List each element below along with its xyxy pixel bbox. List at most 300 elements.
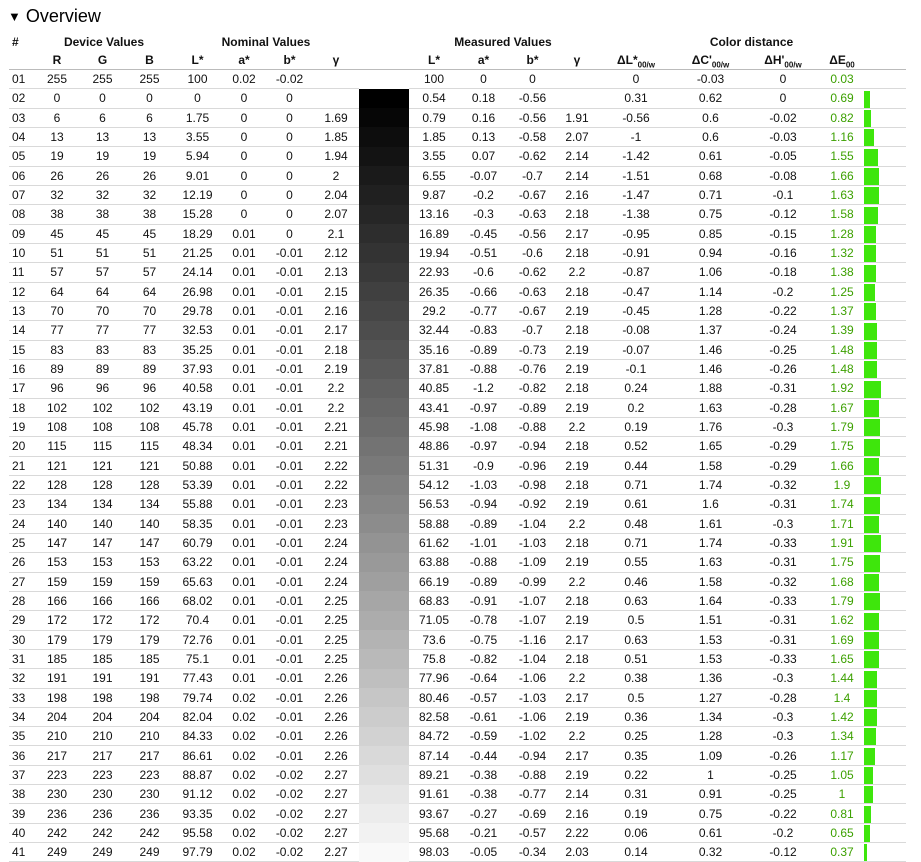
delta-h: -0.18 [746,263,820,282]
measured-l: 29.2 [409,301,459,320]
table-row [9,533,906,552]
delta-e-bar-fill [864,323,877,340]
table-row [9,301,906,320]
nominal-gamma: 2.12 [313,243,359,262]
delta-h: -0.31 [746,495,820,514]
device-r: 166 [35,591,79,610]
device-g: 185 [79,649,126,668]
delta-l: 0.44 [597,456,675,475]
delta-e-bar [864,475,906,494]
delta-e-bar [864,553,906,572]
measured-l: 91.61 [409,785,459,804]
device-r: 64 [35,282,79,301]
gray-swatch [359,147,409,166]
delta-l: -0.47 [597,282,675,301]
measured-b: -0.7 [508,321,557,340]
delta-e: 1.4 [820,688,864,707]
delta-e-bar [864,707,906,726]
nominal-gamma: 2.25 [313,611,359,630]
delta-l: -0.07 [597,340,675,359]
delta-l: 0.71 [597,475,675,494]
device-g: 179 [79,630,126,649]
delta-e-bar [864,591,906,610]
measured-b: -1.07 [508,611,557,630]
delta-e: 1.63 [820,185,864,204]
delta-l: 0.63 [597,630,675,649]
device-r: 223 [35,765,79,784]
delta-h: -0.3 [746,669,820,688]
device-g: 0 [79,89,126,108]
delta-c: 1.53 [675,649,746,668]
row-index: 04 [9,127,35,146]
measured-a: 0.13 [459,127,508,146]
delta-e-bar-fill [864,748,875,765]
measured-b: -0.67 [508,301,557,320]
delta-c: 1.14 [675,282,746,301]
nominal-b: -0.02 [266,823,313,842]
delta-e-bar-fill [864,651,879,668]
delta-e-bar-fill [864,574,879,591]
measured-l: 16.89 [409,224,459,243]
nominal-gamma: 2.26 [313,669,359,688]
row-index: 31 [9,649,35,668]
measured-b: -0.82 [508,379,557,398]
row-index: 37 [9,765,35,784]
device-b: 108 [126,417,173,436]
row-index: 34 [9,707,35,726]
measured-a: 0.18 [459,89,508,108]
delta-e-bar [864,243,906,262]
nominal-b: -0.01 [266,437,313,456]
nominal-l: 40.58 [173,379,222,398]
delta-c: 1.64 [675,591,746,610]
delta-e: 1.58 [820,205,864,224]
measured-a: -1.03 [459,475,508,494]
measured-gamma: 2.22 [557,823,597,842]
measured-gamma: 2.17 [557,688,597,707]
gray-swatch [359,514,409,533]
delta-l: 0.48 [597,514,675,533]
col-b: B [126,51,173,70]
nominal-a: 0 [222,147,266,166]
delta-l: 0.36 [597,707,675,726]
delta-l: -1.51 [597,166,675,185]
delta-e: 1.71 [820,514,864,533]
measured-b: -0.63 [508,205,557,224]
delta-e-bar [864,843,906,862]
col-nominal-b: b* [266,51,313,70]
delta-c: 1.27 [675,688,746,707]
table-row [9,553,906,572]
gray-swatch [359,379,409,398]
gray-swatch [359,475,409,494]
delta-h: -0.26 [746,746,820,765]
grayscale-results-table [9,34,906,862]
nominal-b: -0.01 [266,533,313,552]
measured-b: -1.07 [508,591,557,610]
gray-swatch [359,127,409,146]
measured-b: -0.58 [508,127,557,146]
delta-e-bar-fill [864,207,878,224]
measured-gamma: 2.19 [557,301,597,320]
device-g: 128 [79,475,126,494]
device-b: 166 [126,591,173,610]
measured-l: 32.44 [409,321,459,340]
measured-a: -0.2 [459,185,508,204]
nominal-a: 0.02 [222,746,266,765]
gray-swatch [359,765,409,784]
device-r: 185 [35,649,79,668]
nominal-b: -0.01 [266,340,313,359]
delta-l: 0.2 [597,398,675,417]
table-row [9,205,906,224]
delta-c: 1 [675,765,746,784]
row-index: 14 [9,321,35,340]
device-b: 223 [126,765,173,784]
nominal-l: 32.53 [173,321,222,340]
delta-e: 1.66 [820,166,864,185]
measured-b: -0.69 [508,804,557,823]
nominal-gamma [313,89,359,108]
device-b: 45 [126,224,173,243]
delta-e: 1.34 [820,727,864,746]
measured-l: 82.58 [409,707,459,726]
nominal-gamma: 2.24 [313,553,359,572]
gray-swatch [359,611,409,630]
delta-e-bar [864,688,906,707]
gray-swatch [359,495,409,514]
measured-gamma: 2.19 [557,765,597,784]
gray-swatch [359,727,409,746]
nominal-a: 0 [222,166,266,185]
device-g: 6 [79,108,126,127]
nominal-gamma: 2.04 [313,185,359,204]
measured-gamma: 2.19 [557,611,597,630]
nominal-a: 0.01 [222,263,266,282]
device-r: 236 [35,804,79,823]
row-index: 30 [9,630,35,649]
device-g: 102 [79,398,126,417]
measured-b: -0.96 [508,456,557,475]
device-g: 172 [79,611,126,630]
nominal-l: 93.35 [173,804,222,823]
delta-c: 0.32 [675,843,746,862]
nominal-l: 97.79 [173,843,222,862]
gray-swatch [359,166,409,185]
device-g: 51 [79,243,126,262]
measured-b: -0.62 [508,263,557,282]
delta-l: 0.38 [597,669,675,688]
nominal-b: -0.01 [266,611,313,630]
measured-b: -0.6 [508,243,557,262]
delta-h: 0 [746,89,820,108]
delta-e: 0.03 [820,70,864,89]
measured-l: 58.88 [409,514,459,533]
device-b: 64 [126,282,173,301]
measured-l: 26.35 [409,282,459,301]
col-g: G [79,51,126,70]
nominal-b: -0.01 [266,591,313,610]
delta-e-bar [864,765,906,784]
measured-a: -0.45 [459,224,508,243]
measured-a: -0.05 [459,843,508,862]
measured-l: 22.93 [409,263,459,282]
nominal-a: 0.01 [222,359,266,378]
delta-e-bar [864,630,906,649]
measured-l: 9.87 [409,185,459,204]
delta-l: 0.22 [597,765,675,784]
device-g: 108 [79,417,126,436]
table-row [9,591,906,610]
row-index: 36 [9,746,35,765]
table-row [9,514,906,533]
delta-c: 0.91 [675,785,746,804]
delta-h: -0.3 [746,727,820,746]
nominal-l: 37.93 [173,359,222,378]
nominal-l: 79.74 [173,688,222,707]
measured-a: -0.21 [459,823,508,842]
color-distance-header: Color distance [709,35,794,49]
device-g: 153 [79,553,126,572]
nominal-l: 26.98 [173,282,222,301]
nominal-gamma: 2.22 [313,456,359,475]
nominal-gamma: 2.27 [313,765,359,784]
nominal-gamma: 2.18 [313,340,359,359]
nominal-gamma: 2.25 [313,649,359,668]
delta-e-bar-fill [864,149,878,166]
delta-c: 1.58 [675,572,746,591]
delta-l: -1.42 [597,147,675,166]
measured-b: -0.99 [508,572,557,591]
measured-a: -0.9 [459,456,508,475]
nominal-a: 0.01 [222,301,266,320]
delta-l: 0.25 [597,727,675,746]
measured-l: 100 [409,70,459,89]
delta-h: -0.31 [746,553,820,572]
gray-swatch [359,205,409,224]
device-b: 249 [126,843,173,862]
measured-b: -0.92 [508,495,557,514]
row-index: 40 [9,823,35,842]
delta-e-bar [864,205,906,224]
delta-e: 1.79 [820,417,864,436]
row-index: 22 [9,475,35,494]
nominal-b: 0 [266,166,313,185]
nominal-b: 0 [266,89,313,108]
table-row [9,224,906,243]
col-measured-gamma: γ [557,51,597,70]
measured-gamma: 2.19 [557,553,597,572]
device-r: 83 [35,340,79,359]
nominal-gamma: 2.2 [313,379,359,398]
nominal-b: -0.02 [266,804,313,823]
measured-b: -0.7 [508,166,557,185]
nominal-l: 53.39 [173,475,222,494]
nominal-a: 0.01 [222,475,266,494]
delta-e: 1.79 [820,591,864,610]
gray-swatch [359,282,409,301]
measured-l: 98.03 [409,843,459,862]
nominal-b: 0 [266,205,313,224]
device-b: 140 [126,514,173,533]
nominal-b: -0.01 [266,456,313,475]
nominal-a: 0.02 [222,785,266,804]
nominal-gamma: 2.1 [313,224,359,243]
measured-l: 73.6 [409,630,459,649]
delta-c: 0.61 [675,823,746,842]
measured-b: -0.89 [508,398,557,417]
nominal-l: 1.75 [173,108,222,127]
measured-gamma: 2.18 [557,533,597,552]
delta-h: -0.16 [746,243,820,262]
measured-b: -0.94 [508,746,557,765]
gray-swatch [359,591,409,610]
delta-e-bar [864,70,906,89]
nominal-gamma: 1.94 [313,147,359,166]
nominal-gamma: 2.26 [313,688,359,707]
nominal-a: 0.02 [222,823,266,842]
measured-a: -0.91 [459,591,508,610]
nominal-gamma: 2.27 [313,823,359,842]
delta-l: -0.1 [597,359,675,378]
measured-l: 37.81 [409,359,459,378]
delta-e-bar [864,456,906,475]
delta-h: -0.29 [746,437,820,456]
delta-h: -0.33 [746,591,820,610]
nominal-l: 75.1 [173,649,222,668]
measured-b: -0.77 [508,785,557,804]
device-r: 102 [35,398,79,417]
delta-c: 0.85 [675,224,746,243]
table-row [9,475,906,494]
delta-h: -0.25 [746,765,820,784]
measured-gamma: 2.19 [557,456,597,475]
delta-l: -0.56 [597,108,675,127]
col-delta-e: $\Delta E_{00}$ [820,51,864,70]
measured-gamma: 2.18 [557,243,597,262]
table-row [9,572,906,591]
nominal-l: 18.29 [173,224,222,243]
nominal-l: 65.63 [173,572,222,591]
row-index: 16 [9,359,35,378]
nominal-b: 0 [266,147,313,166]
device-b: 19 [126,147,173,166]
delta-e-bar [864,282,906,301]
gray-swatch [359,456,409,475]
measured-l: 89.21 [409,765,459,784]
delta-h: -0.1 [746,185,820,204]
measured-l: 40.85 [409,379,459,398]
device-g: 159 [79,572,126,591]
row-index: 09 [9,224,35,243]
col-r: R [35,51,79,70]
row-index: 19 [9,417,35,436]
measured-b: -1.03 [508,533,557,552]
device-r: 172 [35,611,79,630]
measured-a: -0.78 [459,611,508,630]
delta-l: 0.71 [597,533,675,552]
delta-h: -0.3 [746,417,820,436]
overview-section-toggle[interactable] [8,4,101,28]
row-index: 32 [9,669,35,688]
delta-e: 1.28 [820,224,864,243]
delta-l: 0.14 [597,843,675,862]
nominal-l: 55.88 [173,495,222,514]
measured-a: -0.27 [459,804,508,823]
collapse-triangle-icon[interactable]: ▼ [8,8,21,24]
table-row [9,166,906,185]
delta-h: -0.22 [746,804,820,823]
nominal-b: -0.01 [266,553,313,572]
nominal-a: 0.01 [222,669,266,688]
measured-gamma: 2.18 [557,379,597,398]
delta-h: -0.33 [746,533,820,552]
device-b: 159 [126,572,173,591]
device-r: 108 [35,417,79,436]
device-r: 210 [35,727,79,746]
nominal-l: 45.78 [173,417,222,436]
nominal-b: -0.01 [266,746,313,765]
device-g: 77 [79,321,126,340]
delta-l: 0.51 [597,649,675,668]
delta-e: 1.91 [820,533,864,552]
device-b: 38 [126,205,173,224]
measured-gamma: 2.07 [557,127,597,146]
delta-l: 0.31 [597,89,675,108]
measured-l: 51.31 [409,456,459,475]
nominal-a: 0.01 [222,591,266,610]
nominal-b: -0.01 [266,727,313,746]
measured-gamma: 2.03 [557,843,597,862]
device-b: 172 [126,611,173,630]
measured-a: -0.82 [459,649,508,668]
nominal-b: -0.01 [266,398,313,417]
nominal-l: 84.33 [173,727,222,746]
nominal-l: 15.28 [173,205,222,224]
delta-c: 1.76 [675,417,746,436]
nominal-gamma: 2.2 [313,398,359,417]
table-row [9,321,906,340]
device-b: 153 [126,553,173,572]
table-row [9,89,906,108]
measured-a: -0.94 [459,495,508,514]
delta-h: -0.2 [746,823,820,842]
delta-e: 1.74 [820,495,864,514]
measured-gamma: 2.17 [557,224,597,243]
nominal-gamma: 2.26 [313,707,359,726]
nominal-gamma: 2 [313,166,359,185]
delta-c: 1.53 [675,630,746,649]
delta-e-bar-fill [864,129,874,146]
device-g: 26 [79,166,126,185]
nominal-gamma: 2.27 [313,804,359,823]
delta-l: 0 [597,70,675,89]
delta-l: -1.38 [597,205,675,224]
device-r: 249 [35,843,79,862]
gray-swatch [359,804,409,823]
row-index: 29 [9,611,35,630]
device-b: 102 [126,398,173,417]
device-g: 13 [79,127,126,146]
measured-l: 1.85 [409,127,459,146]
nominal-b: -0.02 [266,843,313,862]
delta-e: 1.17 [820,746,864,765]
measured-gamma: 2.18 [557,437,597,456]
measured-l: 93.67 [409,804,459,823]
delta-e: 1.38 [820,263,864,282]
section-title: Overview [25,5,101,26]
measured-b: -0.57 [508,823,557,842]
